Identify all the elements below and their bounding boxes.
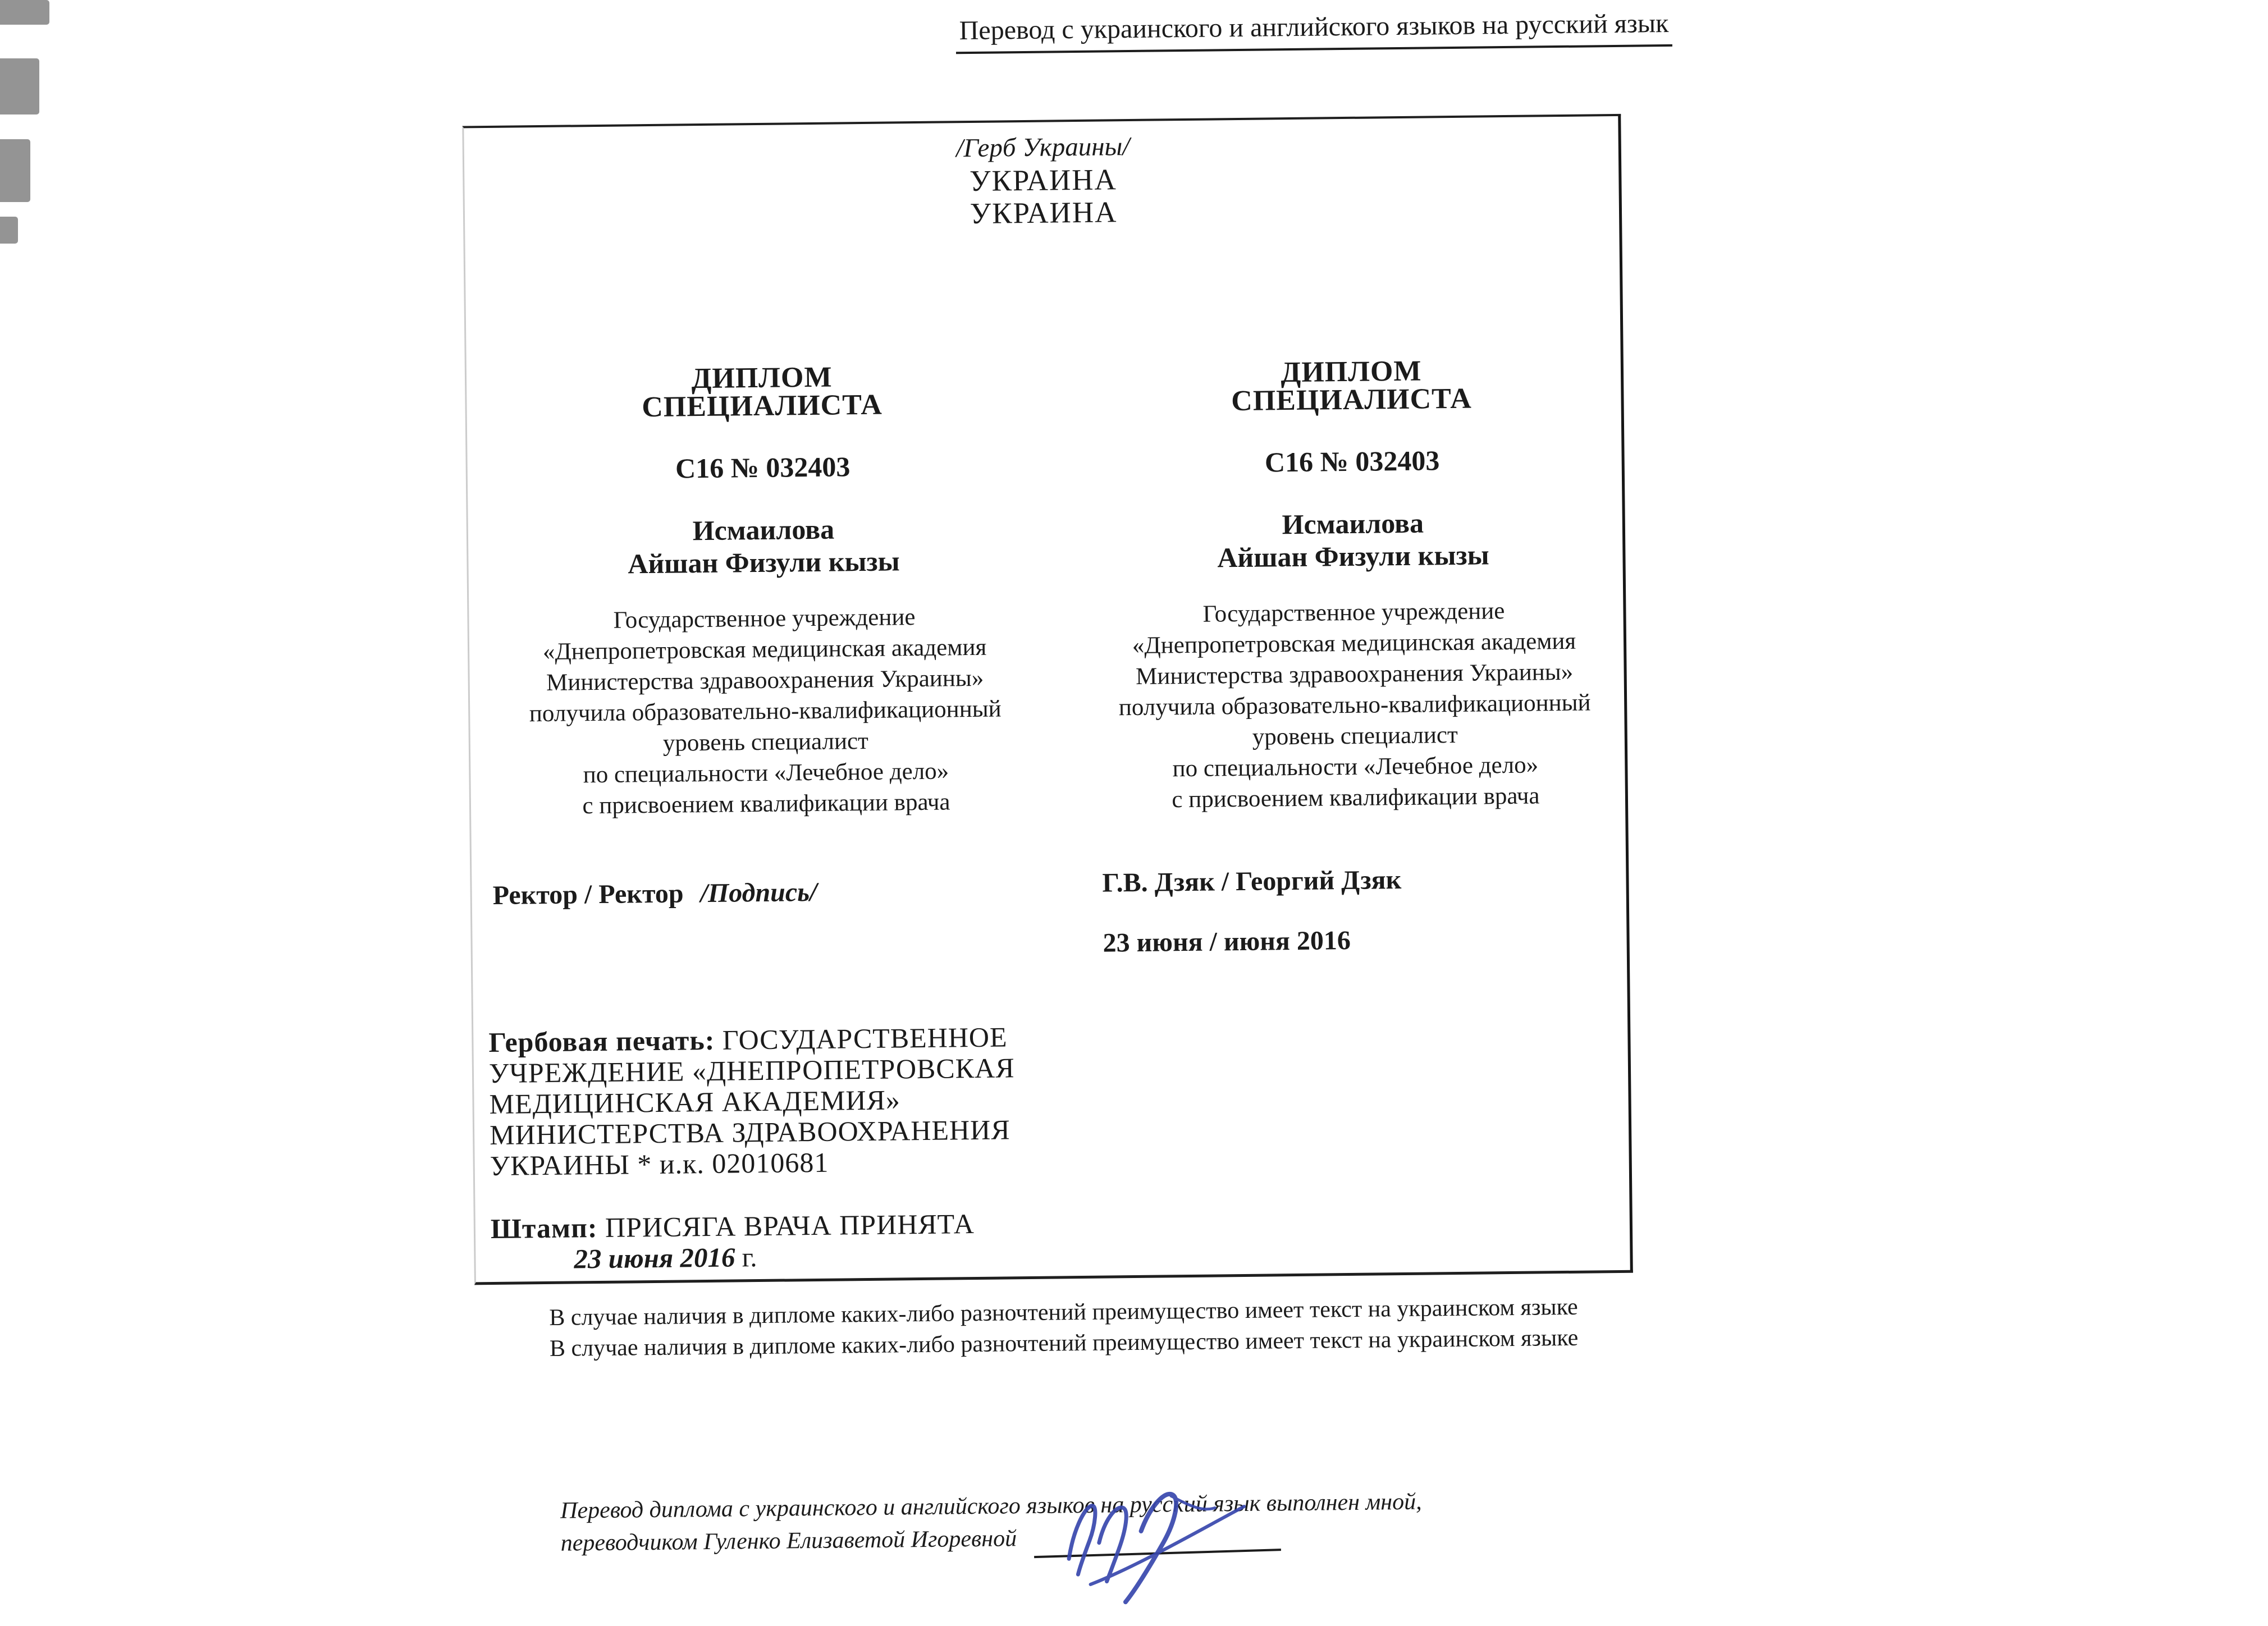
- graduate-name-right: [1064, 504, 1643, 575]
- body-line: уровень специалист: [1252, 721, 1458, 750]
- disclaimer-line-2: В случае наличия в дипломе каких-либо разночтений преимущество имеет текст на украинском языке: [549, 1325, 1579, 1362]
- body-line: «Днепропетровская медицинская академия: [1132, 628, 1576, 659]
- diploma-title-right-line2: СПЕЦИАЛИСТА: [1231, 382, 1473, 418]
- graduate-givenname-left: Айшан Физули кызы: [628, 545, 900, 580]
- body-line: по специальности «Лечебное дело»: [583, 758, 949, 789]
- translation-header: [912, 7, 1716, 54]
- emblem-note: /Герб Украины/: [955, 132, 1130, 163]
- country-line-1: УКРАИНА: [969, 163, 1118, 198]
- translator-note-line1: Перевод диплома с украинского и английского языков на русский язык выполнен мной,: [560, 1488, 1422, 1524]
- country-line-2: УКРАИНА: [970, 196, 1118, 231]
- disclaimer-block: [530, 1291, 1597, 1364]
- translation-header-text: Перевод с украинского и английского языков на русский язык: [955, 8, 1672, 54]
- diploma-title-right: [1062, 355, 1641, 418]
- diploma-body-right: [1064, 594, 1645, 816]
- body-line: «Днепропетровская медицинская академия: [542, 634, 987, 666]
- diploma-serial-right: С16 № 032403: [1264, 445, 1440, 478]
- body-line: Министерства здравоохранения Украины»: [1135, 658, 1574, 690]
- graduate-name-left: [474, 510, 1053, 581]
- stamp-date: [574, 1241, 757, 1275]
- diploma-title-left-line1: ДИПЛОМ: [691, 361, 833, 395]
- diploma-title-right-line1: ДИПЛОМ: [1281, 355, 1422, 389]
- stamp-date-suffix: г.: [735, 1242, 757, 1273]
- body-line: уровень специалист: [662, 727, 869, 757]
- rector-name-line: Г.В. Дзяк / Георгий Дзяк: [1102, 865, 1402, 898]
- rector-sign-note: /Подпись/: [700, 877, 817, 909]
- diploma-body-left: [475, 600, 1055, 822]
- stamp-date-value: 23 июня 2016: [574, 1242, 735, 1275]
- diploma-serial-left: С16 № 032403: [675, 451, 851, 484]
- translator-signature: [1056, 1478, 1304, 1615]
- stamp-transcription: [491, 1207, 975, 1245]
- body-line: по специальности «Лечебное дело»: [1172, 752, 1539, 782]
- graduate-givenname-right: Айшан Физули кызы: [1217, 539, 1489, 574]
- body-line: получила образовательно-квалификационный: [529, 695, 1002, 727]
- seal-label: Гербовая печать:: [488, 1024, 715, 1059]
- translator-note-line2: переводчиком Гуленко Елизаветой Игоревной: [560, 1526, 1017, 1556]
- seal-line1-rest: ГОСУДАРСТВЕННОЕ: [722, 1021, 1008, 1056]
- seal-transcription: [488, 1021, 1085, 1181]
- seal-line: МЕДИЦИНСКАЯ АКАДЕМИЯ»: [489, 1084, 901, 1120]
- rector-signature-line: [492, 877, 817, 911]
- body-line: Государственное учреждение: [613, 604, 916, 634]
- body-line: с присвоением квалификации врача: [582, 789, 950, 819]
- graduate-surname-right: Исмаилова: [1282, 507, 1424, 541]
- graduate-surname-left: Исмаилова: [692, 513, 835, 547]
- issue-date-line: 23 июня / июня 2016: [1103, 925, 1351, 958]
- body-line: Государственное учреждение: [1202, 598, 1505, 628]
- stamp-label: Штамп:: [490, 1212, 598, 1245]
- body-line: с присвоением квалификации врача: [1172, 782, 1540, 813]
- body-line: получила образовательно-квалификационный: [1118, 689, 1591, 721]
- stamp-text: ПРИСЯГА ВРАЧА ПРИНЯТА: [605, 1208, 975, 1243]
- seal-line: УЧРЕЖДЕНИЕ «ДНЕПРОПЕТРОВСКАЯ: [488, 1052, 1015, 1089]
- seal-line: МИНИСТЕРСТВА ЗДРАВООХРАНЕНИЯ: [489, 1114, 1010, 1151]
- body-line: Министерства здравоохранения Украины»: [546, 665, 984, 696]
- rector-label: Ректор / Ректор: [492, 878, 684, 910]
- diploma-title-left: [473, 361, 1051, 424]
- seal-line: УКРАИНЫ * и.к. 02010681: [490, 1146, 829, 1182]
- disclaimer-line-1: В случае наличия в дипломе каких-либо разночтений преимущество имеет текст на украинском языке: [549, 1294, 1578, 1331]
- diploma-title-left-line2: СПЕЦИАЛИСТА: [642, 388, 883, 424]
